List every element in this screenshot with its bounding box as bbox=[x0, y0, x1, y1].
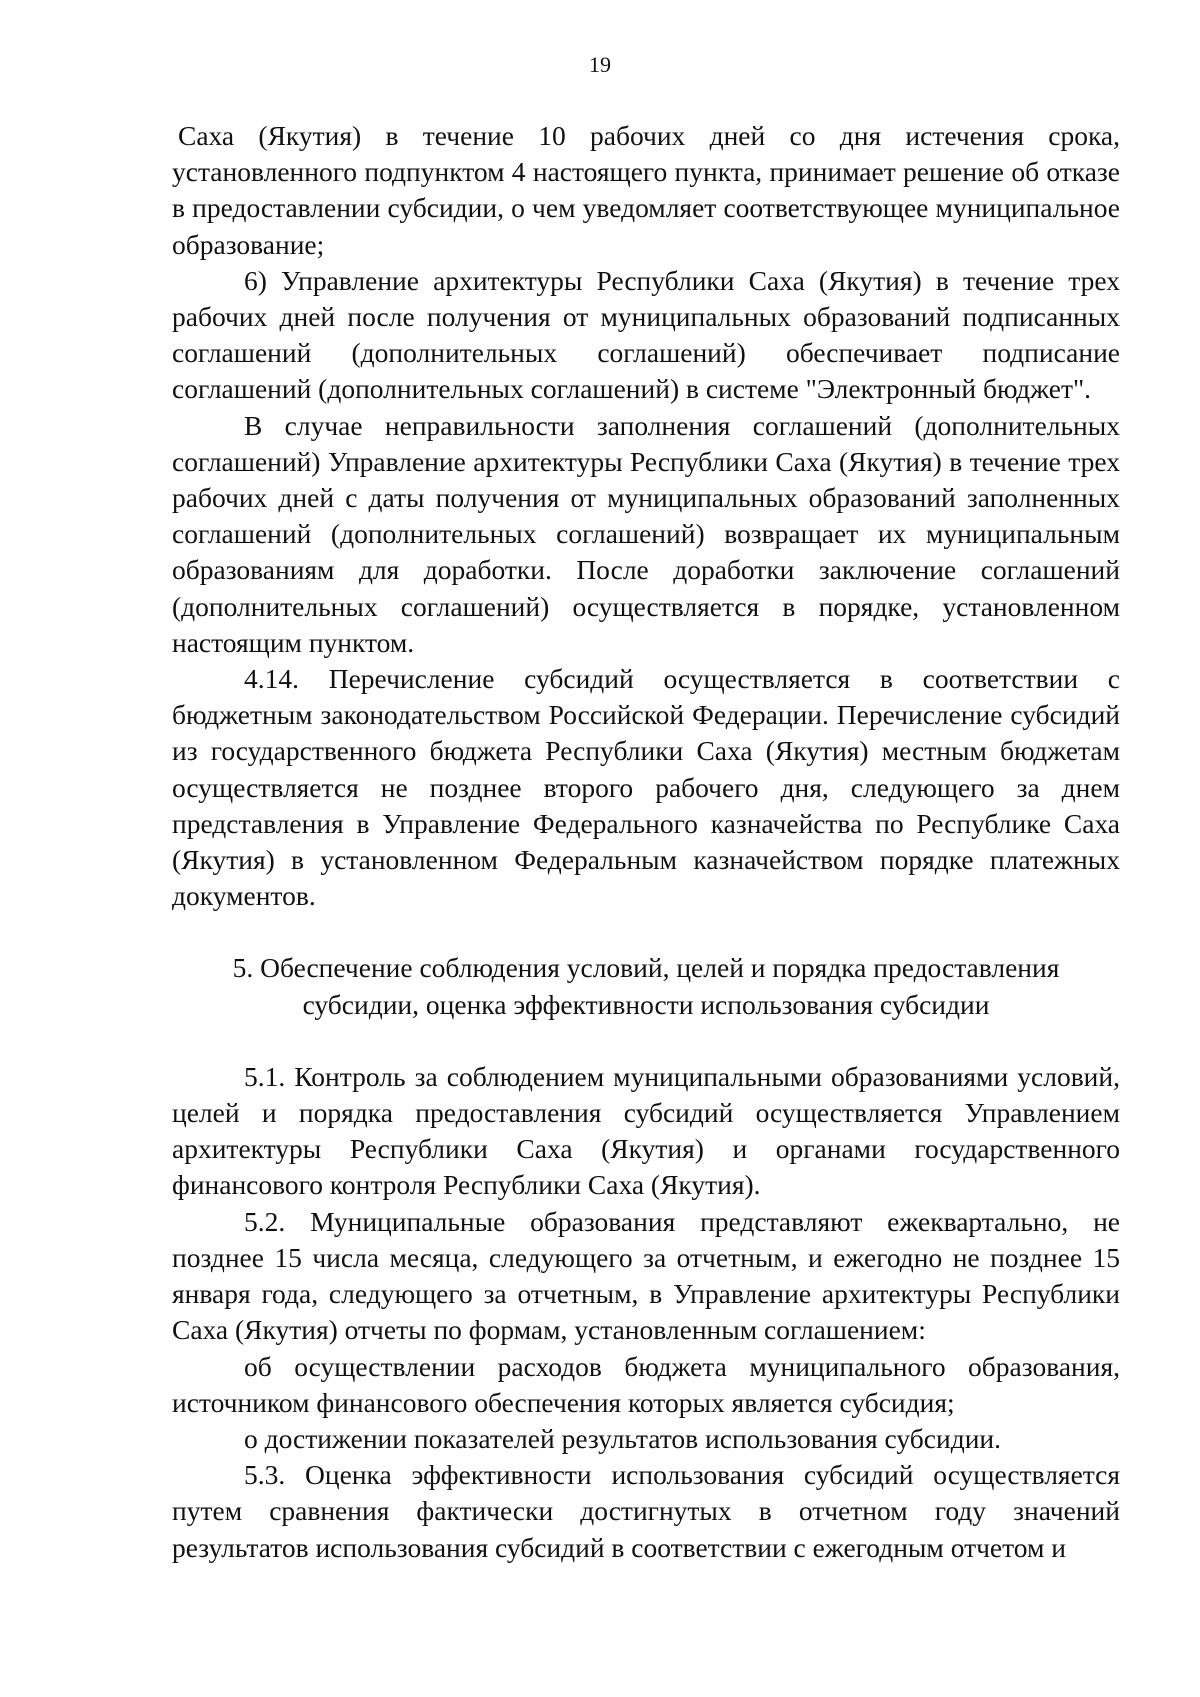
paragraph-5-1: 5.1. Контроль за соблюдением муниципальными образованиями условий, целей и порядка предоставления субсидий осуществляется Управлением архитектуры Республики Саха (Якутия) и органами государственного финансового контроля Республики Саха (Якутия). bbox=[172, 1060, 1120, 1201]
paragraph-continuation: Саха (Якутия) в течение 10 рабочих дней со дня истечения срока, установленного подпунктом 4 настоящего пункта, принимает решение об отказе в предоставлении субсидии, о чем уведомляет соответствующее муниципальное образование; bbox=[172, 120, 1120, 260]
paragraph-4-14: 4.14. Перечисление субсидий осуществляется в соответствии с бюджетным законодательством Российской Федерации. Перечисление субсидий из государственного бюджета Республики Саха (Якутия) местным бюджетам осуществляется не позднее второго рабочего дня, следующего за днем представления в Управление Федерального казначейства по Республике Саха (Якутия) в установленном Федеральным казначейством порядке платежных документов. bbox=[172, 663, 1120, 912]
paragraph-incorrect-filling: В случае неправильности заполнения соглашений (дополнительных соглашений) Управление архитектуры Республики Саха (Якутия) в течение трех рабочих дней с даты получения от муниципальных образований заполненных соглашений (дополнительных соглашений) возвращает их муниципальным образованиям для доработки. После доработки заключение соглашений (дополнительных соглашений) осуществляется в порядке, установленном настоящим пунктом. bbox=[172, 409, 1120, 658]
paragraph-report-indicators: о достижении показателей результатов использования субсидии. bbox=[244, 1422, 1002, 1454]
section-heading bbox=[172, 950, 1120, 1022]
page-number: 19 bbox=[589, 52, 611, 77]
paragraph-item-6: 6) Управление архитектуры Республики Саха (Якутия) в течение трех рабочих дней после получения от муниципальных образований подписанных соглашений (дополнительных соглашений) обеспечивает подписание соглашений (дополнительных соглашений) в системе "Электронный бюджет". bbox=[172, 264, 1120, 405]
section-heading-line-1: 5. Обеспечение соблюдения условий, целей и порядка предоставления bbox=[232, 952, 1060, 984]
paragraph-5-3: 5.3. Оценка эффективности использования субсидий осуществляется путем сравнения фактически достигнутых в отчетном году значений результатов использования субсидий в соответствии с ежегодным отчетом и bbox=[172, 1459, 1120, 1563]
document-body bbox=[172, 118, 1120, 1566]
paragraph-5-2: 5.2. Муниципальные образования представляют ежеквартально, не позднее 15 числа месяца, следующего за отчетным, и ежегодно не позднее 15 января года, следующего за отчетным, в Управление архитектуры Республики Саха (Якутия) отчеты по формам, установленным соглашением: bbox=[172, 1205, 1120, 1346]
paragraph-report-expenses: об осуществлении расходов бюджета муниципального образования, источником финансового обеспечения которых является субсидия; bbox=[172, 1350, 1120, 1418]
section-heading-line-2: субсидии, оценка эффективности использования субсидии bbox=[302, 988, 990, 1020]
